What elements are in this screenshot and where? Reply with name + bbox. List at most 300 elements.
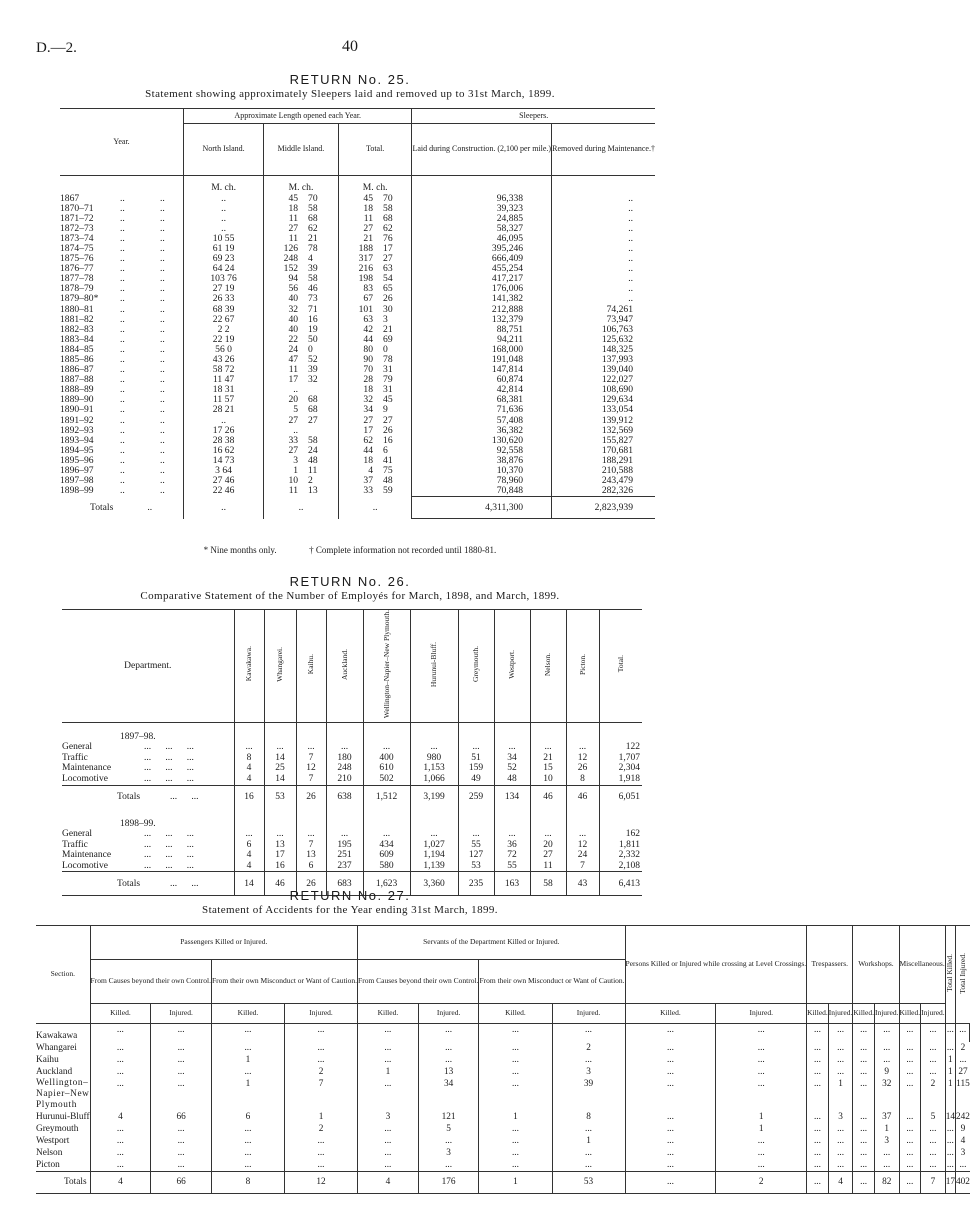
north-island-cell: 68 39 [184, 305, 264, 315]
department-label: Maintenance [62, 763, 112, 774]
totals-removed: 2,823,939 [552, 497, 655, 519]
leader-dots: .. [120, 354, 125, 365]
total-cell: ... [956, 1054, 970, 1066]
accident-count-cell: 121 [418, 1111, 479, 1123]
accident-count-cell: ... [625, 1066, 716, 1078]
spacer-cell [296, 722, 326, 742]
middle-miles-cell: 47 [264, 355, 302, 365]
header-injured: Injured. [418, 1004, 479, 1024]
department-label: Locomotive [62, 774, 108, 785]
total-cell: 122 [599, 742, 642, 753]
accident-count-cell: ... [625, 1159, 716, 1172]
leader-dots: ... ... ... [144, 850, 194, 861]
section-cell: Nelson [36, 1147, 63, 1158]
north-island-cell: 61 19 [184, 244, 264, 254]
total-chains-cell: 62 [383, 222, 393, 234]
header-total-killed: Total Killed. [945, 926, 955, 1024]
north-island-cell: 103 76 [184, 274, 264, 284]
return-26-title: RETURN No. 26. [289, 574, 411, 589]
department-label: Maintenance [62, 850, 112, 861]
table-row [36, 1054, 970, 1066]
totals-cell: 3,360 [410, 872, 458, 896]
accident-count-cell: ... [552, 1147, 625, 1159]
header-killed: Killed. [899, 1004, 921, 1024]
middle-chains-cell: 68 [308, 394, 318, 406]
totals-cell: 58 [530, 872, 566, 896]
totals-cell: 16 [234, 785, 264, 809]
spacer-cell [264, 809, 296, 829]
table-row [36, 1024, 970, 1042]
middle-chains-cell: 70 [308, 192, 318, 204]
middle-chains-cell: 13 [308, 485, 318, 497]
middle-chains-cell: 2 [308, 475, 313, 487]
total-cell: 1 [945, 1066, 955, 1078]
accident-count-cell: ... [853, 1135, 875, 1147]
return-27-heading [0, 888, 700, 916]
leader-dots: .. [120, 232, 125, 244]
count-cell: 20 [530, 840, 566, 851]
count-cell: 49 [458, 774, 494, 785]
laid-cell: 57,408 [412, 416, 552, 426]
accident-count-cell: ... [807, 1147, 829, 1159]
accident-count-cell: ... [479, 1159, 552, 1172]
year-label: 1877–78 [60, 273, 94, 285]
count-cell: 180 [326, 753, 363, 764]
removed-cell: .. [552, 234, 655, 244]
accident-count-cell: ... [90, 1054, 151, 1066]
return-26-heading [0, 574, 700, 602]
spacer-cell [458, 809, 494, 829]
table-row [60, 385, 655, 395]
leader-dots: ... ... [170, 792, 199, 803]
north-island-cell: 43 26 [184, 355, 264, 365]
accident-count-cell: ... [358, 1078, 419, 1111]
year-label: 1889–90 [60, 394, 94, 406]
count-cell: ... [530, 829, 566, 840]
total-cell: ... [945, 1024, 955, 1042]
accident-count-cell: ... [853, 1066, 875, 1078]
totals-cell: 82 [874, 1171, 899, 1193]
accident-count-cell: ... [90, 1135, 151, 1147]
header-injured: Injured. [151, 1004, 212, 1024]
count-cell: 53 [458, 861, 494, 872]
middle-miles-cell: 5 [264, 405, 302, 415]
unit-north: M. ch. [184, 176, 264, 194]
total-miles-cell: 101 [338, 305, 377, 315]
accident-count-cell: ... [211, 1135, 284, 1147]
total-miles-cell: 28 [338, 375, 377, 385]
total-chains-cell: 3 [383, 313, 388, 325]
count-cell: 15 [530, 763, 566, 774]
total-miles-cell: 18 [338, 456, 377, 466]
count-cell: 11 [530, 861, 566, 872]
spacer-cell [234, 722, 264, 742]
count-cell: 580 [363, 861, 410, 872]
table-row [60, 315, 655, 325]
removed-cell: 108,690 [552, 385, 655, 395]
table-row [60, 405, 655, 415]
totals-cell: 3,199 [410, 785, 458, 809]
accident-count-cell: ... [899, 1123, 921, 1135]
accident-count-cell: ... [151, 1147, 212, 1159]
leader-dots: .. [160, 444, 165, 456]
middle-miles-cell: 45 [264, 194, 302, 204]
department-cell [62, 829, 234, 840]
leader-dots: ... ... ... [144, 774, 194, 785]
header-station-label: Greymouth. [471, 646, 480, 683]
count-cell: 210 [326, 774, 363, 785]
table-row [62, 763, 642, 774]
footnote-nine-months: * Nine months only. [203, 545, 277, 555]
leader-dots: .. [120, 454, 125, 466]
total-miles-cell: 44 [338, 446, 377, 456]
middle-chains-cell: 4 [308, 253, 313, 265]
count-cell: ... [326, 829, 363, 840]
accident-count-cell: ... [285, 1054, 358, 1066]
middle-miles-cell: 152 [264, 264, 302, 274]
table-row [62, 829, 642, 840]
accident-count-cell: 3 [552, 1066, 625, 1078]
year-label: 1888–89 [60, 384, 94, 396]
totals-cell: 4 [358, 1171, 419, 1193]
page-number: 40 [342, 38, 358, 55]
removed-cell: 129,634 [552, 395, 655, 405]
table-row [60, 214, 655, 224]
leader-dots: .. [160, 424, 165, 436]
total-miles-cell: 4 [338, 466, 377, 476]
count-cell: ... [264, 829, 296, 840]
accident-count-cell: 2 [921, 1078, 946, 1111]
spacer-cell [326, 722, 363, 742]
north-island-cell: 28 38 [184, 436, 264, 446]
count-cell: 609 [363, 850, 410, 861]
removed-cell: 73,947 [552, 315, 655, 325]
count-cell: 610 [363, 763, 410, 774]
total-chains-cell: 45 [383, 394, 393, 406]
header-middle: Middle Island. [264, 124, 339, 176]
accident-count-cell: 1 [479, 1111, 552, 1123]
total-miles-cell: 42 [338, 325, 377, 335]
total-miles-cell: 63 [338, 315, 377, 325]
table-row [60, 335, 655, 345]
middle-chains-cell: 62 [308, 222, 318, 234]
header-north: North Island. [184, 124, 264, 176]
accident-count-cell: 2 [285, 1066, 358, 1078]
total-miles-cell: 33 [338, 486, 377, 497]
accident-count-cell: ... [211, 1042, 284, 1054]
count-cell: 25 [264, 763, 296, 774]
count-cell: ... [458, 829, 494, 840]
middle-miles-cell: 22 [264, 335, 302, 345]
count-cell: 7 [566, 861, 599, 872]
middle-miles-cell: 126 [264, 244, 302, 254]
accident-count-cell: ... [552, 1024, 625, 1042]
accident-count-cell: ... [921, 1159, 946, 1172]
accident-count-cell: ... [90, 1147, 151, 1159]
spacer-cell [494, 809, 530, 829]
middle-miles-cell: 11 [264, 365, 302, 375]
leader-dots: .. [160, 303, 165, 315]
count-cell: 6 [234, 840, 264, 851]
department-label: Traffic [62, 839, 88, 850]
accident-count-cell: ... [716, 1024, 807, 1042]
count-cell: 7 [296, 840, 326, 851]
unit-middle: M. ch. [264, 176, 339, 194]
middle-miles-cell: 11 [264, 486, 302, 497]
header-killed: Killed. [211, 1004, 284, 1024]
leader-dots: .. [160, 202, 165, 214]
accident-count-cell: ... [151, 1054, 212, 1066]
header-section: Section. [36, 926, 90, 1024]
header-station-label: Nelson. [543, 652, 552, 676]
count-cell: 1,153 [410, 763, 458, 774]
table-row [62, 861, 642, 872]
north-island-cell: 11 57 [184, 395, 264, 405]
total-miles-cell: 32 [338, 395, 377, 405]
spacer-cell [296, 809, 326, 829]
accident-count-cell: ... [90, 1066, 151, 1078]
accident-count-cell: ... [211, 1123, 284, 1135]
total-chains-cell: 26 [383, 293, 393, 305]
accident-count-cell: ... [899, 1066, 921, 1078]
middle-miles-cell: .. [264, 426, 302, 436]
accident-count-cell: ... [358, 1135, 419, 1147]
leader-dots: .. [160, 434, 165, 446]
laid-cell: 666,409 [412, 254, 552, 264]
north-island-cell: 16 62 [184, 446, 264, 456]
header-year: Year. [60, 109, 184, 176]
accident-count-cell: ... [151, 1066, 212, 1078]
header-station-label: Picton. [577, 653, 587, 675]
removed-cell: 125,632 [552, 335, 655, 345]
accident-count-cell: ... [807, 1078, 829, 1111]
header-killed: Killed. [807, 1004, 829, 1024]
north-island-cell: 22 67 [184, 315, 264, 325]
total-chains-cell: 16 [383, 434, 393, 446]
table-row [60, 305, 655, 315]
section-cell: Kawakawa [36, 1030, 78, 1041]
total-cell: 1,811 [599, 840, 642, 851]
accident-count-cell: ... [828, 1024, 853, 1042]
middle-chains-cell: 71 [308, 303, 318, 315]
accident-count-cell: ... [874, 1042, 899, 1054]
header-killed: Killed. [853, 1004, 875, 1024]
removed-cell: 122,027 [552, 375, 655, 385]
header-servants: Servants of the Department Killed or Injured. [358, 926, 626, 960]
totals-cell: 6,413 [599, 872, 642, 896]
removed-cell: .. [552, 254, 655, 264]
year-label: 1876–77 [60, 263, 94, 275]
accident-count-cell: ... [552, 1123, 625, 1135]
accident-count-cell: ... [151, 1078, 212, 1111]
totals-cell: 235 [458, 872, 494, 896]
total-chains-cell: 27 [383, 253, 393, 265]
table-row [60, 416, 655, 426]
count-cell: 7 [296, 774, 326, 785]
removed-cell: 74,261 [552, 305, 655, 315]
totals-cell: 26 [296, 785, 326, 809]
total-chains-cell: 65 [383, 283, 393, 295]
department-cell [62, 763, 234, 774]
year-row [62, 809, 642, 829]
count-cell: 1,139 [410, 861, 458, 872]
totals-cell: 1 [479, 1171, 552, 1193]
leader-dots: ... ... ... [144, 860, 194, 871]
laid-cell: 46,095 [412, 234, 552, 244]
middle-miles-cell: 18 [264, 204, 302, 214]
department-cell [62, 861, 234, 872]
year-label: 1898–99. [120, 818, 156, 829]
total-cell: 115 [956, 1078, 970, 1111]
laid-cell: 141,382 [412, 294, 552, 304]
removed-cell: 243,479 [552, 476, 655, 486]
leader-dots: .. [120, 283, 125, 295]
leader-dots: .. [160, 323, 165, 335]
removed-cell: .. [552, 274, 655, 284]
header-level-crossings: Persons Killed or Injured while crossing at Level Crossings. [625, 926, 807, 1004]
total-cell: ... [946, 1123, 954, 1134]
accident-count-cell: ... [625, 1135, 716, 1147]
total-chains-cell: 69 [383, 333, 393, 345]
accident-count-cell: ... [90, 1123, 151, 1135]
total-miles-cell: 37 [338, 476, 377, 486]
accident-count-cell: 2 [285, 1123, 358, 1135]
total-chains-cell: 31 [383, 384, 393, 396]
year-label: 1893–94 [60, 434, 94, 446]
year-label: 1880–81 [60, 303, 94, 315]
totals-cell: 66 [151, 1171, 212, 1193]
removed-cell: 133,054 [552, 405, 655, 415]
middle-chains-cell: 58 [308, 434, 318, 446]
totals-cell: 8 [211, 1171, 284, 1193]
leader-dots: .. [160, 253, 165, 265]
accident-count-cell: ... [151, 1135, 212, 1147]
leader-dots: .. [120, 253, 125, 265]
leader-dots: .. [120, 323, 125, 335]
removed-cell: 132,569 [552, 426, 655, 436]
total-miles-cell: 80 [338, 345, 377, 355]
total-cell: 2 [956, 1042, 970, 1054]
accident-count-cell: ... [211, 1147, 284, 1159]
middle-chains-cell: 39 [308, 263, 318, 275]
count-cell: 26 [566, 763, 599, 774]
count-cell: 21 [530, 753, 566, 764]
count-cell: 980 [410, 753, 458, 764]
count-cell: 12 [566, 840, 599, 851]
header-station-8 [530, 610, 566, 723]
totals-cell: 259 [458, 785, 494, 809]
accident-count-cell: ... [899, 1078, 921, 1111]
department-cell [62, 840, 234, 851]
header-station-label: Whangarei. [275, 646, 284, 682]
middle-miles-cell: 3 [264, 456, 302, 466]
accident-count-cell: ... [358, 1024, 419, 1042]
laid-cell: 88,751 [412, 325, 552, 335]
totals-label: Totals [64, 1177, 87, 1187]
section-cell: Westport [36, 1135, 70, 1146]
year-label: 1882–83 [60, 323, 94, 335]
count-cell: 13 [296, 850, 326, 861]
section-cell: Kaihu [36, 1054, 59, 1065]
north-island-cell: .. [184, 214, 264, 224]
removed-cell: .. [552, 264, 655, 274]
table-row [60, 476, 655, 486]
header-serv-misconduct: From their own Misconduct or Want of Caution. [479, 960, 625, 1004]
accident-count-cell: ... [807, 1135, 829, 1147]
table-row [60, 244, 655, 254]
total-miles-cell: 90 [338, 355, 377, 365]
accident-count-cell: ... [853, 1147, 875, 1159]
leader-dots: .. [160, 293, 165, 305]
accident-count-cell: ... [479, 1042, 552, 1054]
middle-miles-cell: 27 [264, 416, 302, 426]
header-station-4 [363, 610, 410, 723]
accident-count-cell: ... [921, 1147, 946, 1159]
footnote-complete-info: † Complete information not recorded until 1880-81. [309, 545, 497, 555]
leader-dots: .. [120, 384, 125, 396]
total-chains-cell: 27 [383, 414, 393, 426]
laid-cell: 70,848 [412, 486, 552, 497]
totals-cell: ... [853, 1171, 875, 1193]
count-cell: 36 [494, 840, 530, 851]
middle-chains-cell: 27 [308, 414, 318, 426]
header-pass-beyond-control: From Causes beyond their own Control. [90, 960, 211, 1004]
leader-dots: .. [120, 465, 125, 477]
accident-count-cell: 7 [285, 1078, 358, 1111]
removed-cell: 139,040 [552, 365, 655, 375]
table-row [36, 1078, 970, 1111]
count-cell: ... [296, 829, 326, 840]
department-label: General [62, 742, 93, 753]
leader-dots: .. [120, 434, 125, 446]
accident-count-cell: 6 [211, 1111, 284, 1123]
total-miles-cell: 83 [338, 284, 377, 294]
totals-cell: 1,512 [363, 785, 410, 809]
totals-north: .. [184, 497, 264, 519]
total-cell: 4 [956, 1135, 970, 1147]
year-label: 1884–85 [60, 343, 94, 355]
total-chains-cell: 75 [383, 465, 393, 477]
accident-count-cell: ... [552, 1054, 625, 1066]
count-cell: 127 [458, 850, 494, 861]
total-cell: 2,108 [599, 861, 642, 872]
count-cell: 16 [264, 861, 296, 872]
return-27-title: RETURN No. 27. [289, 888, 411, 903]
middle-chains-cell: 58 [308, 273, 318, 285]
accident-count-cell: 4 [90, 1111, 151, 1123]
count-cell: 72 [494, 850, 530, 861]
totals-cell: 53 [552, 1171, 625, 1193]
accident-count-cell: ... [418, 1042, 479, 1054]
table-row [60, 194, 655, 204]
removed-cell: 139,912 [552, 416, 655, 426]
leader-dots: .. [120, 212, 125, 224]
sleepers-table [60, 108, 655, 519]
accident-count-cell: ... [874, 1159, 899, 1172]
header-station-0 [234, 610, 264, 723]
header-station-5 [410, 610, 458, 723]
laid-cell: 168,000 [412, 345, 552, 355]
north-island-cell: 18 31 [184, 385, 264, 395]
count-cell: 52 [494, 763, 530, 774]
north-island-cell: 14 73 [184, 456, 264, 466]
totals-cell: 1,623 [363, 872, 410, 896]
totals-cell: 2 [716, 1171, 807, 1193]
return-27-subtitle: Statement of Accidents for the Year ending 31st March, 1899. [202, 904, 498, 916]
accident-count-cell: ... [211, 1159, 284, 1172]
spacer-cell [566, 722, 599, 742]
count-cell: 12 [296, 763, 326, 774]
